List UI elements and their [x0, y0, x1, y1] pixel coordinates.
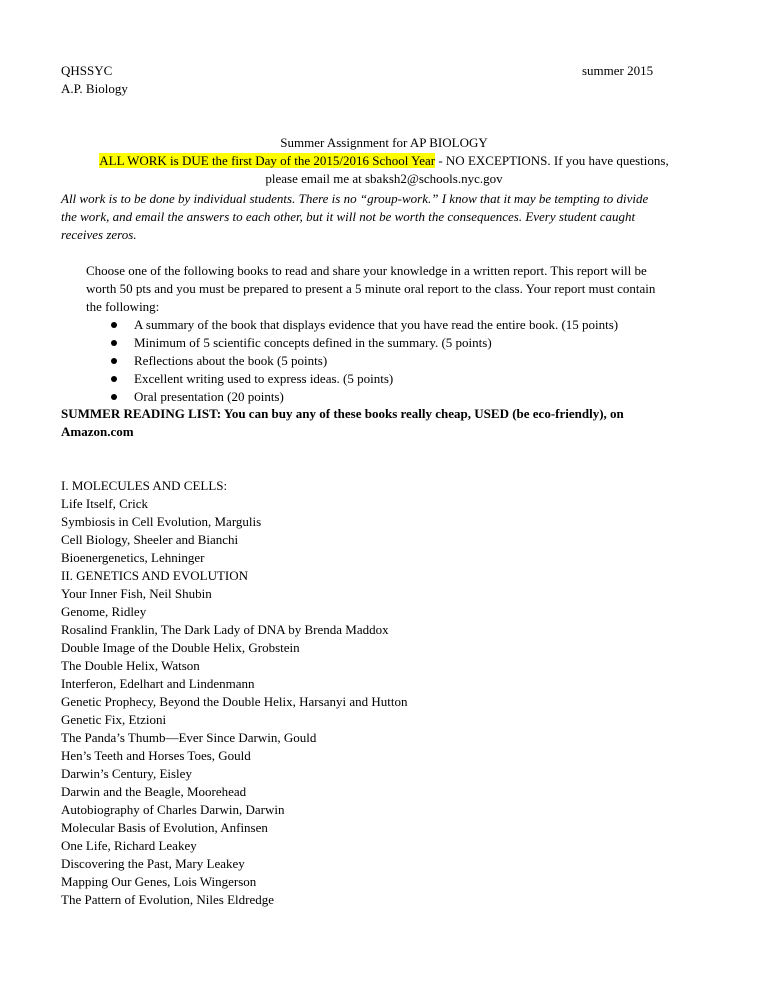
bullet-icon [111, 358, 117, 364]
book-item: Symbiosis in Cell Evolution, Margulis [61, 514, 262, 529]
bullet-icon [111, 376, 117, 382]
requirement-text: A summary of the book that displays evidence that you have read the entire book. (15 points) [134, 317, 619, 332]
intro-line: receives zeros. [61, 227, 137, 242]
book-item: Autobiography of Charles Darwin, Darwin [61, 802, 285, 817]
school-name: QHSSYC [61, 63, 113, 78]
requirement-item [108, 352, 712, 370]
section-molecules-cells [61, 477, 711, 567]
book-item: Cell Biology, Sheeler and Bianchi [61, 532, 239, 547]
book-item: Discovering the Past, Mary Leakey [61, 856, 245, 871]
book-item: The Double Helix, Watson [61, 658, 200, 673]
book-item: One Life, Richard Leakey [61, 838, 197, 853]
book-item: Double Image of the Double Helix, Grobstein [61, 640, 300, 655]
book-item: Mapping Our Genes, Lois Wingerson [61, 874, 257, 889]
intro-line: the work, and email the answers to each other, but it will not be worth the consequences. Every student caught [61, 209, 636, 224]
requirements-list [86, 316, 712, 406]
requirement-text: Excellent writing used to express ideas. (5 points) [134, 371, 394, 386]
requirement-text: Reflections about the book (5 points) [134, 353, 328, 368]
requirement-text: Minimum of 5 scientific concepts defined in the summary. (5 points) [134, 335, 492, 350]
book-item: Life Itself, Crick [61, 496, 148, 511]
book-item: Genetic Fix, Etzioni [61, 712, 167, 727]
book-item: Your Inner Fish, Neil Shubin [61, 586, 212, 601]
section-heading: II. GENETICS AND EVOLUTION [61, 568, 249, 583]
book-item: Genome, Ridley [61, 604, 147, 619]
requirement-item [108, 370, 712, 388]
due-highlight: ALL WORK is DUE the first Day of the 2015/2016 School Year [99, 153, 436, 168]
bullet-icon [111, 322, 117, 328]
section-heading: I. MOLECULES AND CELLS: [61, 478, 228, 493]
book-item: Rosalind Franklin, The Dark Lady of DNA by Brenda Maddox [61, 622, 389, 637]
header-left [61, 62, 128, 98]
book-item: Interferon, Edelhart and Lindenmann [61, 676, 255, 691]
requirement-item [108, 334, 712, 352]
instructions-line: Choose one of the following books to read and share your knowledge in a written report. This report will be [86, 263, 647, 278]
instructions-line: the following: [86, 299, 160, 314]
book-item: Darwin and the Beagle, Moorehead [61, 784, 247, 799]
term-label: summer 2015 [582, 63, 654, 78]
book-item: Hen’s Teeth and Horses Toes, Gould [61, 748, 251, 763]
book-item: Darwin’s Century, Eisley [61, 766, 192, 781]
requirement-text: Oral presentation (20 points) [134, 389, 284, 404]
intro-paragraph [61, 190, 711, 244]
requirement-item [108, 316, 712, 334]
reading-list-title [61, 405, 711, 441]
book-item: Genetic Prophecy, Beyond the Double Helix, Harsanyi and Hutton [61, 694, 408, 709]
book-item: The Panda’s Thumb—Ever Since Darwin, Gould [61, 730, 317, 745]
bullet-icon [111, 340, 117, 346]
course-name: A.P. Biology [61, 81, 128, 96]
book-item: Bioenergenetics, Lehninger [61, 550, 205, 565]
assignment-title: Summer Assignment for AP BIOLOGY [280, 135, 488, 150]
reading-list-title-line: SUMMER READING LIST: You can buy any of these books really cheap, USED (be eco-friendly), on [61, 406, 624, 421]
reading-list-title-line: Amazon.com [61, 424, 134, 439]
bullet-icon [111, 394, 117, 400]
book-item: The Pattern of Evolution, Niles Eldredge [61, 892, 275, 907]
book-item: Molecular Basis of Evolution, Anfinsen [61, 820, 268, 835]
assignment-title-block [61, 134, 707, 188]
requirement-item [108, 388, 712, 406]
email-line: please email me at sbaksh2@schools.nyc.gov [265, 171, 503, 186]
instructions-block [86, 262, 712, 406]
intro-line: All work is to be done by individual students. There is no “group-work.” I know that it may be tempting to divide [61, 191, 649, 206]
section-genetics-evolution [61, 567, 711, 909]
due-line [61, 152, 707, 170]
instructions-line: worth 50 pts and you must be prepared to present a 5 minute oral report to the class. Your report must contain [86, 281, 656, 296]
due-rest: - NO EXCEPTIONS. If you have questions, [435, 153, 669, 168]
header-right [582, 62, 653, 80]
